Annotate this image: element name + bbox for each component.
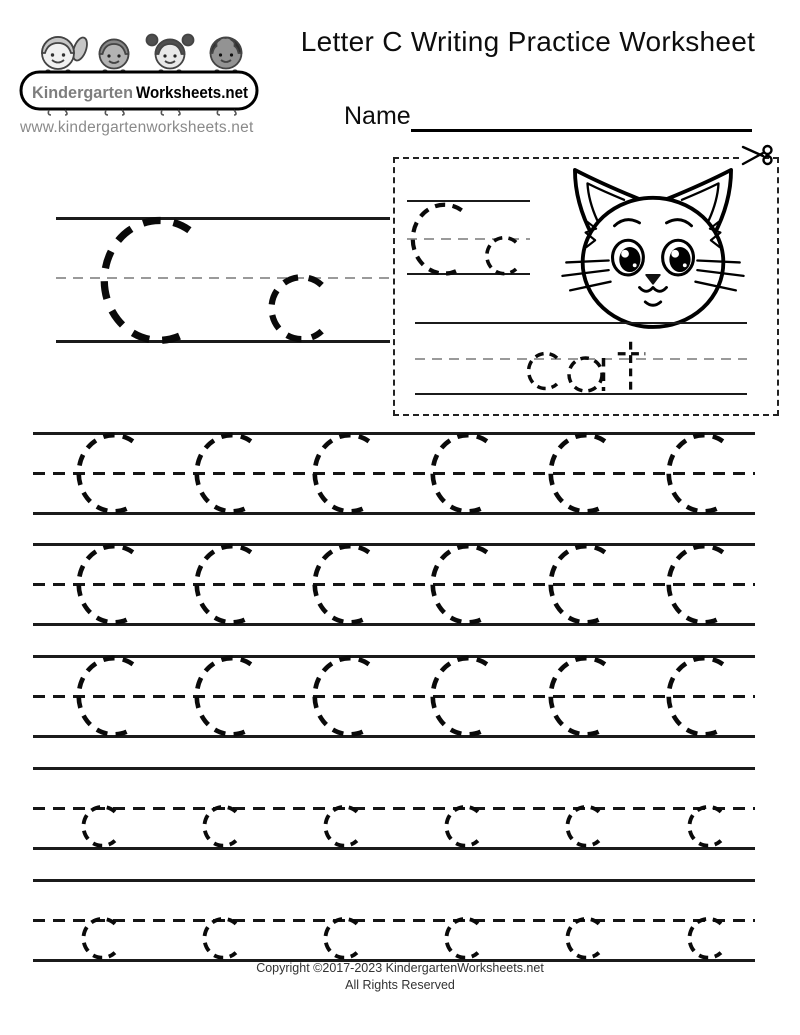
worksheet-title: Letter C Writing Practice Worksheet: [300, 26, 756, 57]
example-lowercase-holder: [258, 271, 329, 345]
dashed-letter-c: [196, 915, 240, 962]
dashed-letter-c: [258, 271, 329, 345]
dashed-letter-C: [69, 654, 143, 739]
cut-out-activity-card: [393, 157, 779, 416]
dashed-letter-c: [438, 915, 482, 962]
logo-text-kindergarten: Kindergarten: [32, 83, 133, 102]
dashed-letter-C: [305, 431, 379, 516]
dashed-letter-C: [423, 542, 497, 627]
dashed-letter-c: [317, 915, 361, 962]
dashed-letter-c: [317, 803, 361, 850]
trace-letters: [33, 803, 755, 850]
kids-feet: [48, 110, 236, 115]
dashed-letter-c: [75, 915, 119, 962]
kids-illustration: [42, 35, 242, 77]
dashed-letter-C: [541, 542, 615, 627]
copyright-text: Copyright ©2017-2023 KindergartenWorksheets.net: [256, 961, 544, 975]
dashed-letter-C: [423, 431, 497, 516]
dashed-letter-t: [615, 339, 648, 392]
practice-row: [33, 432, 755, 515]
trace-word: [521, 342, 648, 392]
kindergarten-worksheets-logo: [18, 26, 260, 120]
dashed-letter-C: [187, 654, 261, 739]
writing-line-top: [33, 879, 755, 882]
trace-letters: [33, 431, 755, 516]
dashed-letter-c: [75, 803, 119, 850]
dashed-letter-c: [559, 803, 603, 850]
name-write-line: [411, 129, 752, 132]
dashed-letter-C: [187, 542, 261, 627]
practice-row: [33, 543, 755, 626]
footer: [0, 960, 800, 993]
dashed-letter-C: [659, 542, 733, 627]
dashed-letter-C: [541, 654, 615, 739]
dashed-letter-C: [69, 431, 143, 516]
cat-face-illustration: [547, 162, 759, 332]
dashed-letter-c: [479, 234, 520, 277]
dashed-letter-C: [305, 542, 379, 627]
trace-letters: [33, 654, 755, 739]
kid-girl-ponytail: [42, 36, 90, 69]
dashed-letter-C: [305, 654, 379, 739]
kid-boy-curly: [211, 38, 242, 69]
writing-line-top: [33, 767, 755, 770]
dashed-letter-c: [559, 915, 603, 962]
kid-girl-pigtails: [147, 35, 194, 69]
dashed-letter-C: [69, 542, 143, 627]
dashed-letter-C: [659, 431, 733, 516]
card-uppercase-holder: [404, 201, 471, 277]
trace-letters: [33, 915, 755, 962]
example-trace-area: [56, 217, 390, 343]
dashed-letter-c: [681, 803, 725, 850]
dashed-letter-c: [196, 803, 240, 850]
name-label: Name: [344, 102, 411, 130]
cat-head: [583, 198, 724, 327]
dashed-letter-C: [541, 431, 615, 516]
rights-text: All Rights Reserved: [345, 977, 455, 992]
logo-text-worksheets: Worksheets.net: [136, 83, 249, 102]
dashed-letter-C: [659, 654, 733, 739]
kid-boy-gray: [100, 40, 129, 69]
writing-line-bottom: [415, 393, 747, 395]
website-url: www.kindergartenworksheets.net: [20, 119, 254, 136]
dashed-letter-a: [568, 350, 608, 392]
card-lowercase-holder: [479, 234, 520, 277]
dashed-letter-C: [89, 214, 206, 347]
example-uppercase-holder: [89, 214, 206, 347]
dashed-letter-C: [423, 654, 497, 739]
trace-letters: [33, 542, 755, 627]
scissors-icon: [741, 141, 775, 169]
practice-row: [33, 879, 755, 962]
dashed-letter-C: [404, 201, 471, 277]
practice-row: [33, 655, 755, 738]
dashed-letter-c: [521, 350, 561, 392]
dashed-letter-C: [187, 431, 261, 516]
dashed-letter-c: [681, 915, 725, 962]
writing-line-top: [415, 322, 747, 324]
dashed-letter-c: [438, 803, 482, 850]
practice-row: [33, 767, 755, 850]
